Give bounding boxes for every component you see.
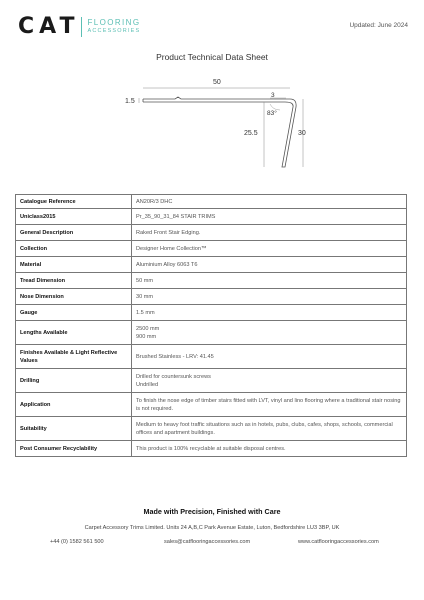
dim-lip-label: 3 bbox=[271, 92, 275, 99]
table-row bbox=[16, 195, 407, 209]
row-value: Pr_35_90_31_84 STAIR TRIMS bbox=[132, 209, 407, 225]
dim-tread-label: 50 bbox=[213, 79, 221, 86]
profile-drawing bbox=[110, 72, 320, 182]
row-value: 1.5 mm bbox=[132, 305, 407, 321]
row-value: Brushed Stainless - LRV: 41.45 bbox=[132, 345, 407, 369]
row-label: Uniclass2015 bbox=[16, 209, 132, 225]
company-logo bbox=[18, 14, 140, 39]
logo-subtitle-line2: ACCESSORIES bbox=[87, 27, 141, 34]
row-label: Drilling bbox=[16, 369, 132, 393]
row-value: AN20R/3 DHC bbox=[132, 195, 407, 209]
table-row bbox=[16, 345, 407, 369]
table-row bbox=[16, 225, 407, 241]
table-row bbox=[16, 393, 407, 417]
row-value: Raked Front Stair Edging. bbox=[132, 225, 407, 241]
dim-outer-label: 30 bbox=[298, 130, 306, 137]
row-label: General Description bbox=[16, 225, 132, 241]
row-label: Lengths Available bbox=[16, 321, 132, 345]
row-value-line: Undrilled bbox=[136, 381, 159, 388]
updated-date: Updated: June 2024 bbox=[349, 22, 408, 29]
profile-nose bbox=[282, 99, 296, 167]
row-value: 50 mm bbox=[132, 273, 407, 289]
table-row bbox=[16, 369, 407, 393]
table-row bbox=[16, 417, 407, 441]
table-row bbox=[16, 241, 407, 257]
footer-address: Carpet Accessory Trims Limited. Units 24 A,B,C Park Avenue Estate, Luton, Bedfordshire LU3 3BP, UK bbox=[84, 525, 340, 531]
row-label: Application bbox=[16, 393, 132, 417]
row-value: This product is 100% recyclable at suitable disposal centres. bbox=[132, 441, 407, 457]
logo-wordmark: CAT bbox=[18, 14, 80, 39]
row-label: Post Consumer Recyclability bbox=[16, 441, 132, 457]
table-row bbox=[16, 209, 407, 225]
row-label: Gauge bbox=[16, 305, 132, 321]
footer-website[interactable]: www.catflooringaccessories.com bbox=[298, 539, 379, 545]
dim-angle-label: 83° bbox=[267, 110, 277, 117]
footer-phone[interactable]: +44 (0) 1582 561 500 bbox=[50, 539, 104, 545]
logo-subtitle bbox=[87, 19, 140, 35]
row-label: Collection bbox=[16, 241, 132, 257]
row-value: Medium to heavy foot traffic situations such as in hotels, pubs, clubs, cafes, shops, schools, commercial offices and apartment buildings. bbox=[132, 417, 407, 441]
row-value-line: 2500 mm bbox=[136, 325, 160, 332]
table-row bbox=[16, 289, 407, 305]
row-value bbox=[132, 369, 407, 393]
row-label: Catalogue Reference bbox=[16, 195, 132, 209]
row-label: Nose Dimension bbox=[16, 289, 132, 305]
row-value-line: Drilled for countersunk screws bbox=[136, 373, 211, 380]
table-row bbox=[16, 305, 407, 321]
dim-inner-label: 25.5 bbox=[244, 130, 258, 137]
row-value: 30 mm bbox=[132, 289, 407, 305]
row-value: To finish the nose edge of timber stairs fitted with LVT, vinyl and lino flooring where a traditional stair nosing is not required. bbox=[132, 393, 407, 417]
row-value bbox=[132, 321, 407, 345]
footer-email[interactable]: sales@catflooringaccessories.com bbox=[164, 539, 251, 545]
row-label: Material bbox=[16, 257, 132, 273]
logo-divider bbox=[81, 17, 82, 37]
row-value: Aluminium Alloy 6063 T6 bbox=[132, 257, 407, 273]
row-label: Finishes Available & Light Reflective Values bbox=[16, 345, 132, 369]
row-label: Tread Dimension bbox=[16, 273, 132, 289]
table-row bbox=[16, 321, 407, 345]
table-row bbox=[16, 441, 407, 457]
spec-table bbox=[15, 194, 407, 457]
table-row bbox=[16, 273, 407, 289]
row-value-line: 900 mm bbox=[136, 333, 157, 340]
table-row bbox=[16, 257, 407, 273]
logo-subtitle-line1: FLOORING bbox=[87, 17, 141, 27]
row-label: Suitability bbox=[16, 417, 132, 441]
profile-top-surface bbox=[143, 97, 290, 99]
header bbox=[18, 14, 408, 40]
page-title: Product Technical Data Sheet bbox=[156, 52, 268, 62]
dim-gauge-label: 1.5 bbox=[125, 98, 135, 105]
row-value: Designer Home Collection™ bbox=[132, 241, 407, 257]
footer-tagline: Made with Precision, Finished with Care bbox=[143, 507, 281, 516]
